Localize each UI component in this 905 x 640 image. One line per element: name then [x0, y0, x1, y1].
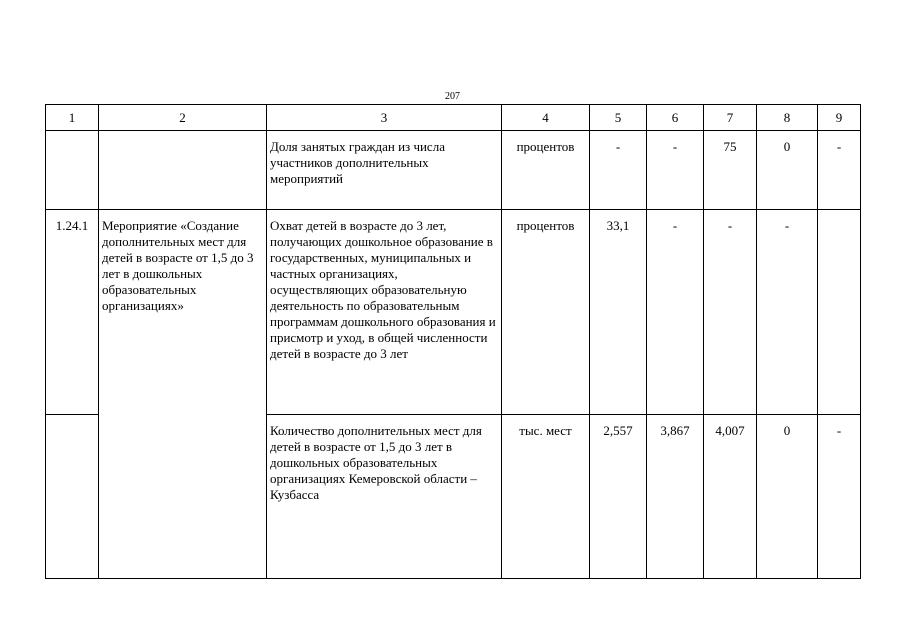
header-cell: 3	[267, 105, 502, 131]
value-cell-9: -	[818, 415, 861, 579]
unit-cell: процентов	[502, 210, 590, 415]
value-cell-7: 4,007	[704, 415, 757, 579]
event-name-cell: Мероприятие «Создание дополнительных мест для детей в возрасте от 1,5 до 3 лет в дошкольных образовательных организациях»	[99, 210, 267, 579]
table-row	[46, 210, 861, 415]
header-cell: 9	[818, 105, 861, 131]
header-cell: 6	[647, 105, 704, 131]
unit-cell: тыс. мест	[502, 415, 590, 579]
indicators-table	[45, 104, 861, 579]
value-cell-6: 3,867	[647, 415, 704, 579]
value-cell-6: -	[647, 210, 704, 415]
value-cell-7: -	[704, 210, 757, 415]
unit-cell: процентов	[502, 131, 590, 210]
event-name-cell	[99, 131, 267, 210]
value-cell-5: 2,557	[590, 415, 647, 579]
row-number-cell	[46, 131, 99, 210]
value-cell-5: 33,1	[590, 210, 647, 415]
value-cell-8: 0	[757, 131, 818, 210]
table-header-row	[46, 105, 861, 131]
value-cell-8: -	[757, 210, 818, 415]
indicator-name-cell: Количество дополнительных мест для детей в возрасте от 1,5 до 3 лет в дошкольных образовательных организациях Кемеровской области – Кузбасса	[267, 415, 502, 579]
row-number-cell	[46, 415, 99, 579]
value-cell-9	[818, 210, 861, 415]
header-cell: 4	[502, 105, 590, 131]
header-cell: 5	[590, 105, 647, 131]
row-number-cell: 1.24.1	[46, 210, 99, 415]
header-cell: 2	[99, 105, 267, 131]
value-cell-6: -	[647, 131, 704, 210]
value-cell-7: 75	[704, 131, 757, 210]
indicator-name-cell: Доля занятых граждан из числа участников дополнительных мероприятий	[267, 131, 502, 210]
header-cell: 1	[46, 105, 99, 131]
page-number: 207	[445, 91, 460, 102]
table-row	[46, 131, 861, 210]
indicator-name-cell: Охват детей в возрасте до 3 лет, получающих дошкольное образование в государственных, муниципальных и частных организациях, осуществляющих образовательную деятельность по образовательным программам дошкольного образования и присмотр и уход, в общей численности детей в возрасте до 3 лет	[267, 210, 502, 415]
value-cell-8: 0	[757, 415, 818, 579]
value-cell-9: -	[818, 131, 861, 210]
header-cell: 8	[757, 105, 818, 131]
value-cell-5: -	[590, 131, 647, 210]
header-cell: 7	[704, 105, 757, 131]
